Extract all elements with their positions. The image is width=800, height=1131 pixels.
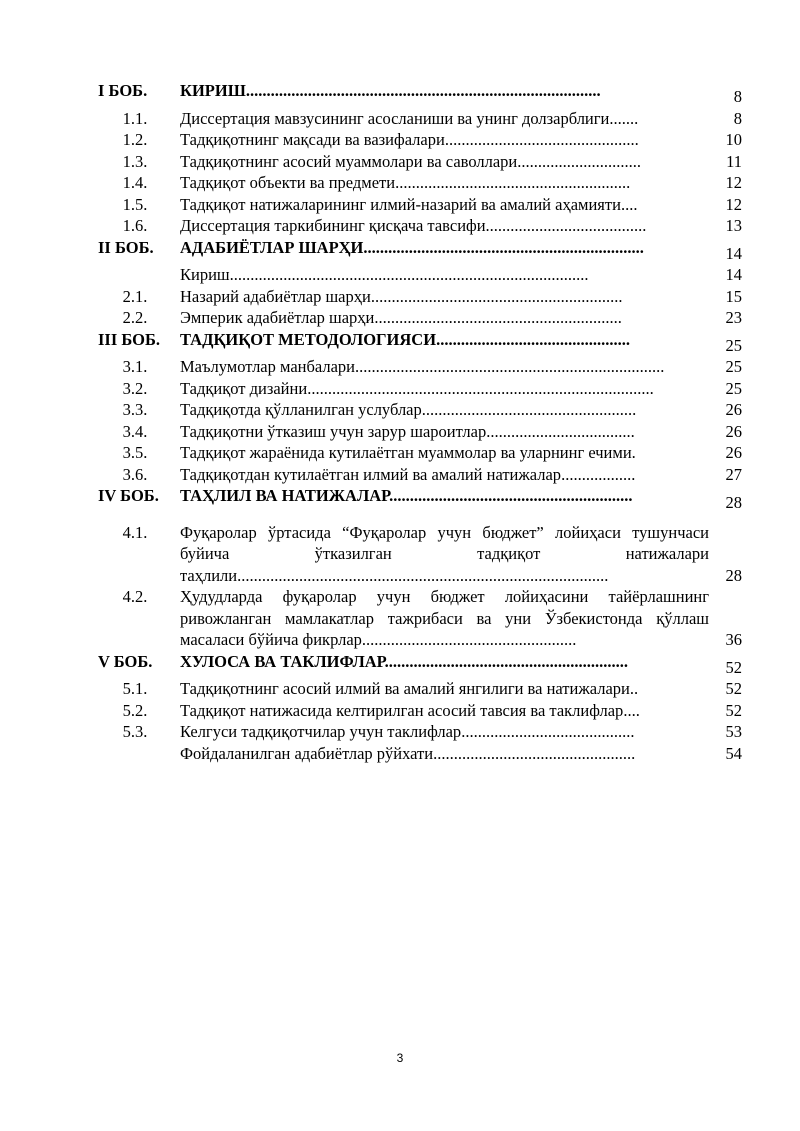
toc-title-text: Тадқиқот натижаларининг илмий-назарий ва амалий аҳамияти (180, 194, 621, 214)
toc-number: I БОБ. (98, 81, 148, 100)
toc-title-text: Тадқиқотнинг мақсади ва вазифалари (180, 130, 445, 149)
toc-chapter-4 (90, 485, 750, 514)
toc-leader-dots: .................................................... (421, 400, 637, 419)
toc-page-number: 28 (725, 493, 742, 512)
toc-entry-5-3 (90, 721, 750, 743)
toc-number: 3.1. (122, 357, 148, 376)
toc-chapter-5 (90, 651, 750, 679)
toc-number: III БОБ. (98, 329, 161, 349)
toc-title (180, 421, 709, 443)
toc-title (180, 307, 709, 329)
page-number: 3 (396, 1051, 404, 1065)
toc-entry-3-1 (90, 356, 750, 378)
toc-title (180, 172, 709, 194)
toc-title (180, 356, 709, 378)
toc-title-text: Тадқиқот натижасида келтирилган асосий тавсия ва таклифлар (180, 700, 624, 720)
toc-page-number: 26 (725, 400, 742, 419)
toc-leader-dots: .................................... (486, 421, 635, 441)
toc-title (180, 378, 709, 400)
toc-number: 1.3. (122, 151, 148, 171)
toc-title (180, 237, 709, 259)
toc-title (180, 485, 709, 507)
toc-number: 5.1. (122, 679, 148, 698)
toc-entry-3-5 (90, 442, 750, 464)
toc-leader-dots: ......................................................... (395, 173, 631, 192)
toc-leader-dots: ............................................................. (370, 286, 623, 306)
toc-leader-dots: ....... (609, 108, 639, 128)
toc-leader-dots: .................. (561, 464, 636, 484)
toc-title-text: Ҳудудларда фуқаролар учун бюджет лойиҳасини тайёрлашнинг ривожланган мамлакатлар тажрибаси ва уни Ўзбекистонда қўллаш масаласи бўйича фикрлар (180, 587, 709, 649)
toc-page-number: 12 (725, 173, 742, 192)
toc-entry-references (90, 743, 750, 765)
toc-page-number: 27 (725, 464, 742, 484)
toc-title-text: Фуқаролар ўртасида “Фуқаролар учун бюджет” лойиҳаси тушунчаси буйича ўтказилган тадқиқот натижалари таҳлили (180, 522, 709, 585)
toc-entry-1-1 (90, 108, 750, 130)
toc-title-text: Келгуси тадқиқотчилар учун таклифлар (180, 722, 462, 741)
toc-page-number: 52 (725, 657, 742, 677)
toc-entry-3-2 (90, 378, 750, 400)
toc-leader-dots: .............................. (517, 151, 641, 171)
toc-leader-dots: .... (620, 194, 638, 214)
toc-leader-dots: ....................................... (485, 216, 647, 235)
toc-page-number: 28 (725, 565, 742, 585)
toc-title (180, 586, 709, 651)
toc-title (180, 743, 709, 765)
toc-title (180, 651, 709, 673)
toc-number: 2.1. (122, 286, 148, 306)
toc-entry-3-4 (90, 421, 750, 443)
toc-leader-dots: .................................................................... (363, 237, 644, 257)
toc-title (180, 678, 709, 700)
toc-title-text: Маълумотлар манбалари (180, 357, 355, 376)
toc-leader-dots: .... (623, 700, 640, 720)
toc-entry-4-1 (90, 522, 750, 587)
toc-page-number: 23 (725, 308, 742, 327)
toc-title-text: Диссертация таркибининг қисқача тавсифи (180, 216, 486, 235)
toc-title-text: АДАБИЁТЛАР ШАРҲИ (180, 237, 364, 257)
toc-title (180, 151, 709, 173)
toc-title-text: Фойдаланилган адабиётлар рўйхати (180, 743, 434, 763)
toc-title-text: Диссертация мавзусининг асосланиши ва унинг долзарблиги (180, 108, 610, 128)
toc-leader-dots: ...................................................................................... (245, 81, 601, 100)
toc-page-number: 36 (725, 630, 742, 649)
toc-entry-1-3 (90, 151, 750, 173)
toc-leader-dots: .................................................................................... (307, 378, 654, 398)
toc-title-text: ТАДҚИҚОТ МЕТОДОЛОГИЯСИ (180, 329, 437, 349)
toc-leader-dots: ........................................................... (389, 486, 633, 505)
toc-title (180, 129, 709, 151)
toc-title (180, 399, 709, 421)
toc-title (180, 215, 709, 237)
table-of-contents (90, 80, 750, 764)
toc-page-number: 12 (725, 194, 742, 214)
toc-title-text: Тадқиқот жараёнида кутилаётган муаммолар ва уларнинг ечими. (180, 443, 636, 462)
toc-entry-5-2 (90, 700, 750, 722)
toc-leader-dots: .................................................... (361, 630, 577, 649)
toc-number: 3.4. (122, 421, 148, 441)
toc-number: 3.2. (122, 378, 148, 398)
toc-title (180, 286, 709, 308)
toc-page-number: 52 (725, 679, 742, 698)
toc-leader-dots: .......................................... (461, 722, 635, 741)
toc-title (180, 700, 709, 722)
toc-page-number: 14 (725, 243, 742, 263)
toc-page-number: 15 (725, 286, 742, 306)
toc-page-number: 26 (725, 421, 742, 441)
toc-page-number: 52 (725, 700, 742, 720)
toc-title (180, 329, 709, 351)
toc-title (180, 721, 709, 743)
toc-page-number: 8 (733, 87, 742, 106)
toc-title-text: Тадқиқотни ўтказиш учун зарур шароитлар (180, 421, 487, 441)
toc-chapter-1 (90, 80, 750, 108)
toc-number: 1.5. (122, 194, 148, 214)
toc-entry-2-2 (90, 307, 750, 329)
toc-entry-3-3 (90, 399, 750, 421)
toc-title-text: ХУЛОСА ВА ТАКЛИФЛАР (180, 651, 385, 671)
toc-number: 2.2. (122, 308, 148, 327)
toc-page-number: 14 (725, 265, 742, 284)
toc-number: 1.1. (122, 108, 148, 128)
toc-title-text: Тадқиқот дизайни (180, 378, 308, 398)
toc-page-number: 26 (725, 443, 742, 462)
toc-title-text: Тадқиқот объекти ва предмети (180, 173, 396, 192)
toc-number: 3.6. (122, 464, 148, 484)
toc-chapter-3 (90, 329, 750, 357)
toc-entry-1-4 (90, 172, 750, 194)
toc-title-text: Кириш (180, 265, 230, 284)
toc-entry-2-1 (90, 286, 750, 308)
toc-entry-1-5 (90, 194, 750, 216)
toc-page-number: 25 (725, 335, 742, 355)
toc-title-text: Эмперик адабиётлар шарҳи (180, 308, 375, 327)
toc-leader-dots: ............................................... (436, 329, 630, 349)
toc-title-text: Тадқиқотнинг асосий муаммолари ва саволлари (180, 151, 518, 171)
toc-title (180, 194, 709, 216)
toc-page-number: 53 (725, 722, 742, 741)
toc-chapter-2 (90, 237, 750, 265)
toc-entry-3-6 (90, 464, 750, 486)
toc-page-number: 25 (725, 357, 742, 376)
toc-page-number: 11 (726, 151, 742, 171)
toc-leader-dots: ............................................................ (374, 308, 622, 327)
toc-leader-dots: .. (629, 679, 639, 698)
toc-page-number: 10 (725, 130, 742, 149)
toc-leader-dots: ............................................... (444, 130, 639, 149)
toc-title-text: КИРИШ (180, 81, 246, 100)
toc-entry-4-2 (90, 586, 750, 651)
toc-title-text: ТАҲЛИЛ ВА НАТИЖАЛАР (180, 486, 390, 505)
toc-number: 4.2. (122, 587, 148, 606)
toc-title-text: Тадқиқотда қўлланилган услублар (180, 400, 422, 419)
toc-leader-dots: ........................................................................... (354, 357, 665, 376)
toc-title-text: Тадқиқотнинг асосий илмий ва амалий янгилиги ва натижалари (180, 679, 630, 698)
toc-number: V БОБ. (98, 651, 153, 671)
toc-entry-1-6 (90, 215, 750, 237)
toc-page-number: 13 (725, 216, 742, 235)
toc-page-number: 25 (725, 378, 742, 398)
toc-entry-5-1 (90, 678, 750, 700)
toc-number: 3.3. (122, 400, 148, 419)
toc-number: 1.6. (122, 216, 148, 235)
toc-leader-dots: .......................................................................................... (237, 565, 609, 585)
toc-number: 5.2. (122, 700, 148, 720)
toc-entry-1-2 (90, 129, 750, 151)
toc-entry-intro (90, 264, 750, 286)
toc-title (180, 464, 709, 486)
toc-page-number: 54 (725, 743, 742, 763)
toc-title-text: Назарий адабиётлар шарҳи (180, 286, 371, 306)
toc-title (180, 108, 709, 130)
toc-leader-dots: ........................................................... (384, 651, 629, 671)
toc-title (180, 80, 709, 102)
toc-number: IV БОБ. (98, 486, 159, 505)
toc-number: 1.2. (122, 130, 148, 149)
toc-number: 3.5. (122, 443, 148, 462)
toc-number: 4.1. (122, 522, 148, 542)
toc-title (180, 442, 709, 464)
toc-page-number: 8 (733, 108, 742, 128)
toc-number: 1.4. (122, 173, 148, 192)
toc-number: 5.3. (122, 722, 148, 741)
toc-leader-dots: ................................................. (433, 743, 636, 763)
toc-number: II БОБ. (98, 237, 154, 257)
toc-title (180, 522, 709, 587)
toc-title (180, 264, 709, 286)
toc-leader-dots: ....................................................................................... (229, 265, 589, 284)
toc-title-text: Тадқиқотдан кутилаётган илмий ва амалий натижалар (180, 464, 562, 484)
